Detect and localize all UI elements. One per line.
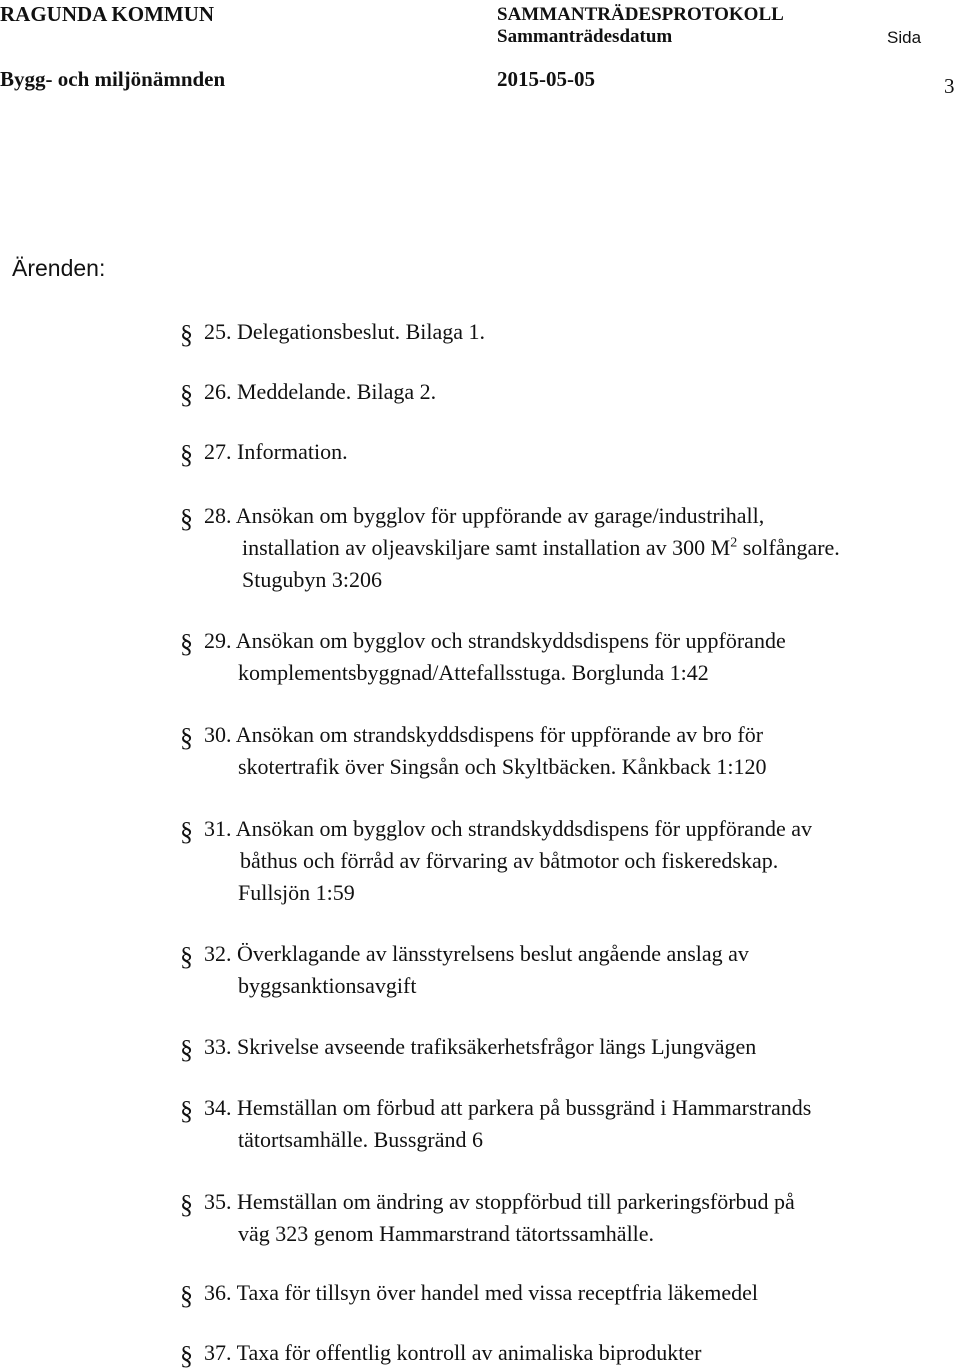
paragraph-symbol: § [180,440,193,469]
item-line: Stugubyn 3:206 [242,567,382,592]
item-line: båthus och förråd av förvaring av båtmotor och fiskeredskap. [240,848,779,873]
paragraph-symbol: § [180,1341,193,1370]
list-item [180,500,840,596]
item-line: 32. Överklagande av länsstyrelsens beslut angående anslag av [204,941,749,966]
item-line: 26. Meddelande. Bilaga 2. [204,379,437,404]
paragraph-symbol: § [180,1281,193,1310]
item-line: installation av oljeavskiljare samt installation av 300 M [242,535,731,560]
paragraph-symbol: § [180,942,193,971]
org-name: RAGUNDA KOMMUN [0,2,215,26]
item-line: skotertrafik över Singsån och Skyltbäcken. Kånkback 1:120 [238,754,767,779]
item-line: byggsanktionsavgift [238,973,417,998]
doc-type: SAMMANTRÄDESPROTOKOLL [497,4,784,25]
item-line: tätortsamhälle. Bussgränd 6 [238,1127,484,1152]
list-item [180,938,749,1002]
section-title: Ärenden: [12,255,106,281]
page-label: Sida [887,28,922,47]
list-item [180,1186,795,1250]
page-number: 3 [944,74,955,98]
item-line: komplementsbyggnad/Attefallsstuga. Borglunda 1:42 [238,660,709,685]
item-line: 31. Ansökan om bygglov och strandskyddsdispens för uppförande av [204,816,812,841]
item-line: 29. Ansökan om bygglov och strandskyddsdispens för uppförande [204,628,786,653]
item-line: 37. Taxa för offentlig kontroll av animaliska biprodukter [204,1340,702,1365]
item-line: 25. Delegationsbeslut. Bilaga 1. [204,319,486,344]
paragraph-symbol: § [180,380,193,409]
committee-name: Bygg- och miljönämnden [0,67,226,91]
item-line: 34. Hemställan om förbud att parkera på bussgränd i Hammarstrands [204,1095,812,1120]
meeting-date: 2015-05-05 [497,67,595,91]
list-item [180,625,786,689]
superscript: 2 [730,535,738,551]
paragraph-symbol: § [180,1035,193,1064]
paragraph-symbol: § [180,320,193,349]
paragraph-symbol: § [180,817,193,846]
paragraph-symbol: § [180,1096,193,1125]
list-item [180,719,766,783]
paragraph-symbol: § [180,504,193,533]
paragraph-symbol: § [180,629,193,658]
item-line: 35. Hemställan om ändring av stoppförbud till parkeringsförbud på [204,1189,795,1214]
list-item [180,376,436,408]
item-line: 28. Ansökan om bygglov för uppförande av garage/industrihall, [204,503,765,528]
item-line: solfångare. [737,535,840,560]
list-item [180,813,812,909]
item-line: 33. Skrivelse avseende trafiksäkerhetsfrågor längs Ljungvägen [204,1034,757,1059]
item-line: väg 323 genom Hammarstrand tätortssamhälle. [238,1221,655,1246]
list-item [180,1337,701,1369]
item-line: Fullsjön 1:59 [238,880,355,905]
list-item [180,1277,758,1309]
list-item [180,316,485,348]
list-item [180,436,348,468]
list-item [180,1031,756,1063]
date-label: Sammanträdesdatum [497,26,673,47]
item-line: 30. Ansökan om strandskyddsdispens för uppförande av bro för [204,722,764,747]
item-line: 36. Taxa för tillsyn över handel med vissa receptfria läkemedel [204,1280,758,1305]
item-line: 27. Information. [204,439,348,464]
paragraph-symbol: § [180,723,193,752]
list-item [180,1092,811,1156]
paragraph-symbol: § [180,1190,193,1219]
